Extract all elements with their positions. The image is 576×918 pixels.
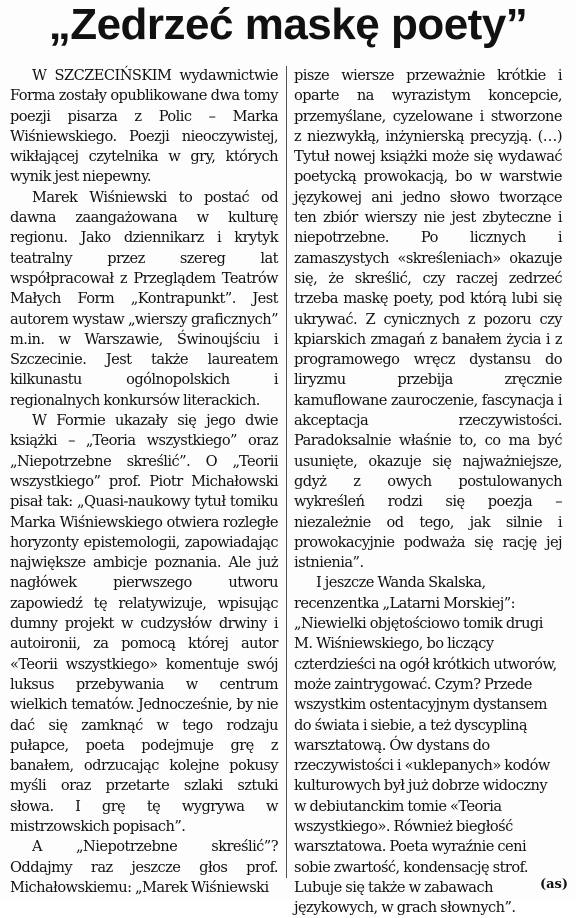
text-column-left xyxy=(10,66,278,898)
text-column-right xyxy=(294,66,562,918)
paragraph: W Formie ukazały się jego dwie książki – „Teoria wszystkiego” oraz „Niepotrzebne skreślić”. O „Teorii wszystkiego” prof. Piotr Michałowski pisał tak: „Quasi-naukowy tytuł tomiku Marka Wiśniewskiego otwiera rozległe horyzonty epistemologii, zapowiadając największe ambicje poznania. Ale już nagłówek pierwszego utworu zapowiedź tę relatywizuje, wpisując dumny projekt w cudzysłów drwiny i autoironii, za pomocą której autor «Teorii wszystkiego» komentuje swój luksus przebywania w centrum wielkich tematów. Jednocześnie, by nie dać się zamknąć w tego rodzaju pułapce, poeta podejmuje grę z banałem, odrzucając kolejne pokusy myśli oraz przetarte szlaki sztuki słowa. I grę tę wygrywa w mistrzowskich popisach”. xyxy=(10,412,278,835)
paragraph: Marek Wiśniewski to postać od dawna zaangażowana w kulturę regionu. Jako dziennikarz i krytyk teatralny przez szereg lat współpracował z Przeglądem Teatrów Małych Form „Kontrapunkt”. Jest autorem wystaw „wierszy graficznych” m.in. w Warszawie, Świnoujściu i Szczecinie. Jest także laureatem kilkunastu ogólnopolskich i regionalnych konkursów literackich. xyxy=(10,188,278,409)
author-signature: (as) xyxy=(539,877,568,892)
paragraph: I jeszcze Wanda Skalska, recenzentka „Latarni Morskiej”: „Niewielki objętościowo tomik drugi M. Wiśniewskiego, bo liczący czterdzieści na ogół krótkich utworów, może zaintrygować. Czym? Przede wszystkim ostentacyjnym dystansem do świata i siebie, a też dyscypliną warsztatową. Ów dystans do rzeczywistości i «uklepanych» kodów kulturowych był już dobrze widoczny w debiutanckim tomie «Teoria wszystkiego». Również biegłość warsztatowa. Poeta wyraźnie ceni sobie zwartość, kondensację strof. Lubuje się także w zabawach językowych, w grach słownych”. xyxy=(294,574,557,917)
column-divider xyxy=(286,66,287,878)
paragraph: pisze wiersze przeważnie krótkie i oparte na wyrazistym koncepcie, przemyślane, cyzelowane i stworzone z niezwykłą, inżynierską precyzją. (…) Tytuł nowej książki może się wydawać poetycką prowokacją, bo w warstwie językowej ani jedno słowo tworzące ten zbiór wierszy nie jest zbyteczne i niepotrzebne. Po licznych i zamaszystych «skreśleniach» okazuje się, że skreślić, czy raczej zedrzeć trzeba maskę poety, pod którą lubi się ukrywać. Z cynicznych z pozoru czy kpiarskich zmagań z banałem życia i z programowego wręcz dystansu do liryzmu przebija zręcznie kamuflowane zauroczenie, fascynacja i akceptacja rzeczywistości. Paradoksalnie właśnie to, co ma być usunięte, okazuje się najważniejsze, gdyż z owych postulowanych wykreśleń rodzi się poezja – niezależnie od tego, jak silnie i prowokacyjnie podważa się rację jej istnienia”. xyxy=(294,67,562,572)
paragraph: A „Niepotrzebne skreślić”? Oddajmy raz jeszcze głos prof. Michałowskiemu: „Marek Wiśniewski xyxy=(10,838,278,896)
paragraph: W SZCZECIŃSKIM wydawnictwie Forma zostały opublikowane dwa tomy poezji pisarza z Polic – Marka Wiśniewskiego. Poezji nieoczywistej, wikłającej czytelnika w gry, których wynik jest niepewny. xyxy=(10,67,278,186)
headline: „Zedrzeć maskę poety” xyxy=(48,0,528,49)
